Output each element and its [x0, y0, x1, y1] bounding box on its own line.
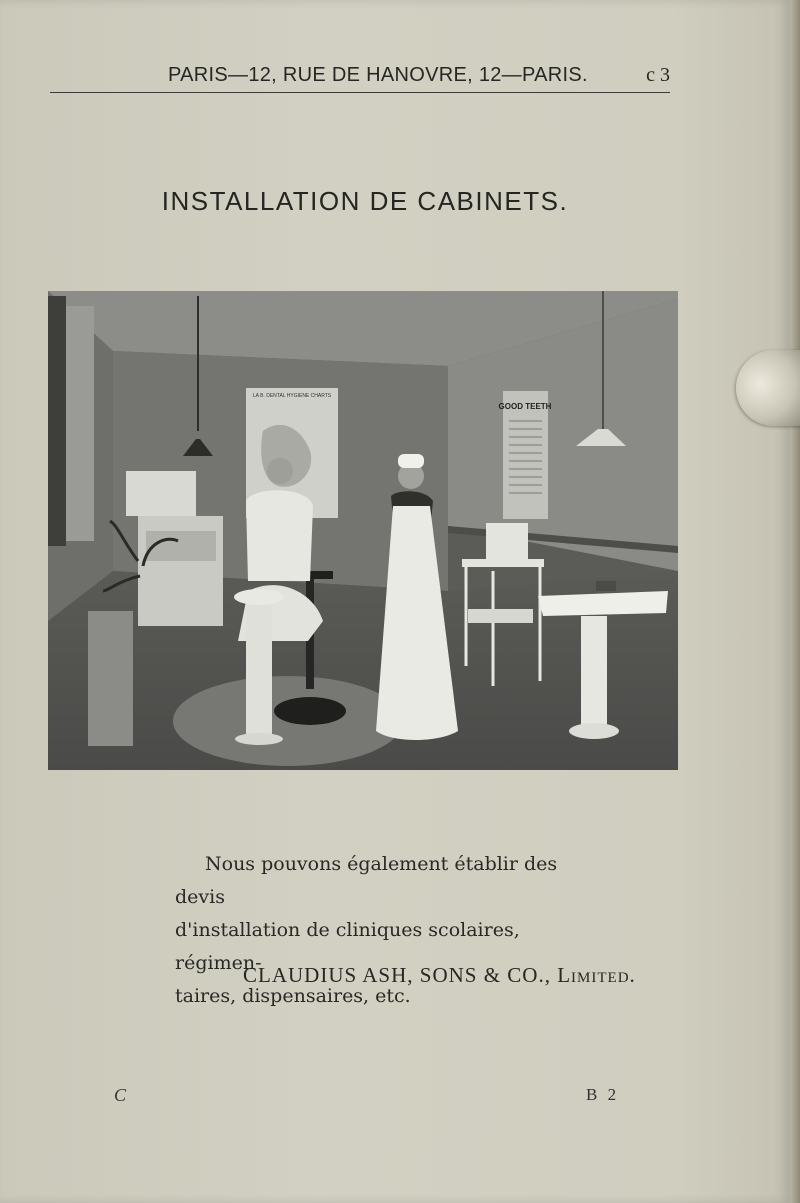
cabinet-drawer [146, 531, 216, 561]
page-heading: INSTALLATION DE CABINETS. [161, 186, 569, 216]
nurse-cap [398, 454, 424, 468]
spittoon-bowl [234, 589, 284, 605]
photo-illustration [48, 291, 678, 770]
body-line-1: Nous pouvons également établir des devis [175, 853, 558, 908]
spittoon-pedestal [246, 599, 272, 739]
stand-shelf [468, 609, 533, 623]
door-panel [66, 306, 94, 541]
basin-taps [596, 581, 616, 591]
header-address: PARIS—12, RUE DE HANOVRE, 12—PARIS. [168, 64, 588, 86]
body-line-2: d'installation de cliniques scolaires, régimen- [175, 919, 520, 974]
sterilizer-cabinet [486, 523, 528, 561]
good-teeth-poster-title: GOOD TEETH [498, 402, 552, 411]
spittoon-foot [235, 733, 283, 745]
company-signature [243, 963, 636, 988]
basin-pedestal [581, 616, 607, 726]
anatomy-poster-title: LA B. DENTAL HYGIENE CHARTS [252, 393, 332, 399]
instrument-cabinet-top [126, 471, 196, 516]
door-frame [48, 296, 66, 546]
dentist-coat [246, 490, 313, 581]
basin-foot [569, 723, 619, 739]
dental-cabinet-photograph [48, 291, 678, 770]
side-table [88, 611, 133, 746]
dentist-head [267, 458, 293, 484]
footer-gathering-mark: B 2 [586, 1085, 620, 1104]
stand-top [462, 559, 544, 567]
body-paragraph [175, 848, 595, 1013]
body-line-3: taires, dispensaires, etc. [175, 985, 411, 1007]
header-folio: c 3 [646, 64, 670, 86]
company-suffix: Limited. [557, 963, 636, 987]
footer-signature-mark: C [114, 1085, 127, 1105]
company-name: CLAUDIUS ASH, SONS & CO., [243, 963, 558, 987]
running-header [50, 62, 670, 93]
chair-base [274, 697, 346, 725]
book-page-edge [790, 0, 800, 1203]
